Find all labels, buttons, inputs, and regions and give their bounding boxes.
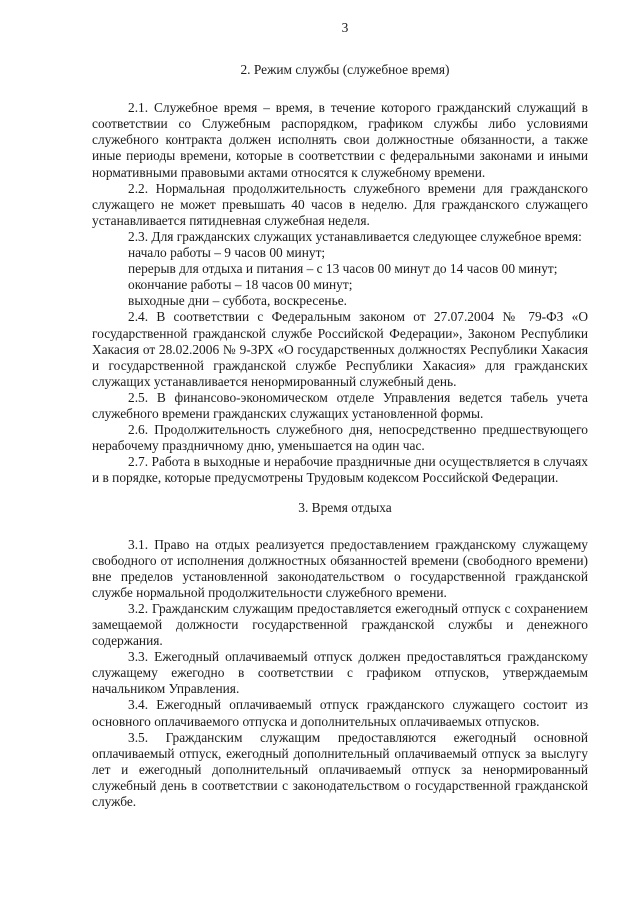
paragraph-2-7: 2.7. Работа в выходные и нерабочие праздничные дни осуществляется в случаях и в порядке, которые предусмотрены Трудовым кодексом Российской Федерации. [92,454,588,486]
paragraph-2-4: 2.4. В соответствии с Федеральным законом от 27.07.2004 № 79-ФЗ «О государственной гражданской службе Российской Федерации», Законом Республики Хакасия от 28.02.2006 № 9-ЗРХ «О государственных должностях Республики Хакасия и государственной гражданской службе Республики Хакасия» для гражданских служащих устанавливается ненормированный служебный день. [92,309,588,389]
schedule-item-days-off: выходные дни – суббота, воскресенье. [128,293,347,309]
paragraph-3-1: 3.1. Право на отдых реализуется предоставлением гражданскому служащему свободного от исполнения должностных обязанностей времени (свободного времени) вне пределов установленной законодательством о государственной гражданской службе нормальной продолжительности служебного времени. [92,536,588,600]
paragraph-3-5: 3.5. Гражданским служащим предоставляются ежегодный основной оплачиваемый отпуск, ежегодный дополнительный оплачиваемый отпуск за выслугу лет и ежегодный дополнительный оплачиваемый отпуск за ненормированный служебный день в соответствии с законодательством о государственной гражданской службе. [92,729,588,810]
paragraph-3-2: 3.2. Гражданским служащим предоставляется ежегодный отпуск с сохранением замещаемой должности государственной гражданской службы и денежного содержания. [92,600,588,649]
schedule-item-end: окончание работы – 18 часов 00 минут; [128,277,353,293]
paragraph-3-4: 3.4. Ежегодный оплачиваемый отпуск гражданского служащего состоит из основного оплачиваемого отпуска и дополнительных оплачиваемых отпусков. [92,697,588,729]
section-heading: 3. Время отдыха [298,500,392,516]
paragraph-2-1: 2.1. Служебное время – время, в течение которого гражданский служащий в соответствии со Служебным распорядком, графиком службы либо условиями служебного контракта должен исполнять свои должностные обязанности, а также иные периоды времени, которые в соответствии с федеральными законами и иными нормативными правовыми актами относятся к служебному времени. [92,100,588,180]
schedule-item-start: начало работы – 9 часов 00 минут; [128,245,326,261]
section-rest-time [92,500,588,810]
paragraph-2-5: 2.5. В финансово-экономическом отделе Управления ведется табель учета служебного времени гражданских служащих установленной формы. [92,389,588,421]
page-number: 3 [341,20,349,35]
section-service-regime [92,62,588,486]
paragraph-2-6: 2.6. Продолжительность служебного дня, непосредственно предшествующего нерабочему праздничному дню, уменьшается на один час. [92,422,588,454]
paragraph-2-2: 2.2. Нормальная продолжительность служебного времени для гражданского служащего не может превышать 40 часов в неделю. Для гражданского служащего устанавливается пятидневная служебная неделя. [92,180,588,228]
paragraph-2-3: 2.3. Для гражданских служащих устанавливается следующее служебное время: [128,228,582,244]
schedule-item-break: перерыв для отдыха и питания – с 13 часов 00 минут до 14 часов 00 минут; [128,261,558,277]
section-heading: 2. Режим службы (служебное время) [240,62,450,78]
paragraph-3-3: 3.3. Ежегодный оплачиваемый отпуск должен предоставляться гражданскому служащему ежегодно в соответствии с графиком отпусков, утверждаемым начальником Управления. [92,649,588,697]
